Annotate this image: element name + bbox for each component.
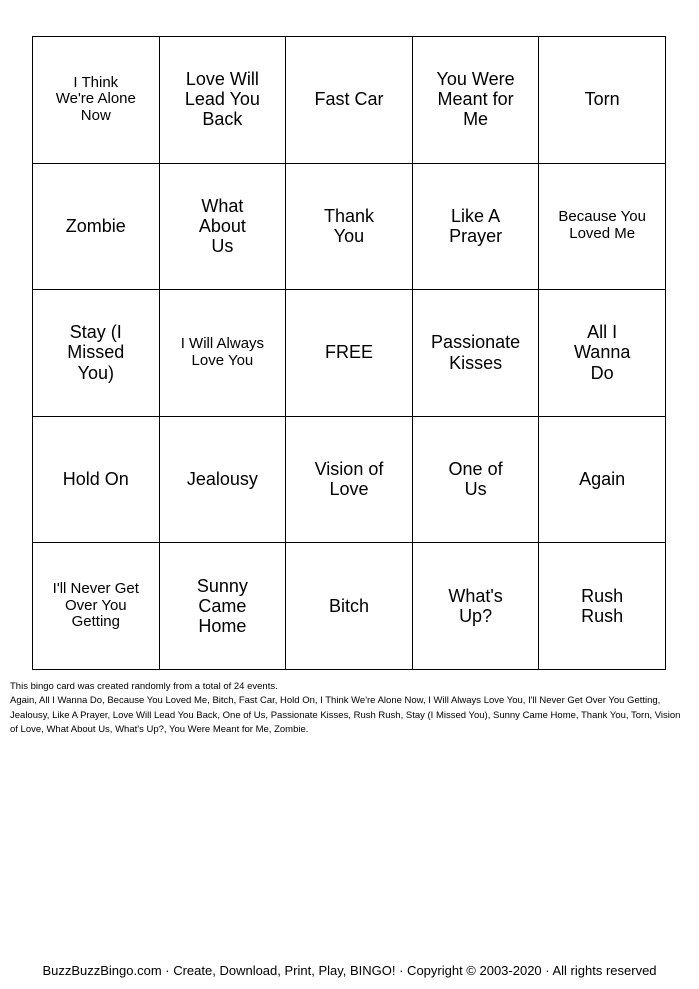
bingo-cell [539, 37, 666, 164]
bingo-cell [412, 416, 539, 543]
bingo-cell [33, 290, 160, 417]
bingo-cell-label: Sunny Came Home [196, 575, 248, 636]
bingo-cell-label: Zombie [65, 215, 126, 236]
bingo-cell [286, 543, 413, 670]
bingo-cell-label: I'll Never Get Over You Getting [52, 579, 139, 631]
bingo-cell-label: Torn [584, 89, 620, 110]
footer-credit: BuzzBuzzBingo.com · Create, Download, Print, Play, BINGO! · Copyright © 2003-2020 · All rights reserved [42, 963, 657, 978]
bingo-row [33, 163, 666, 290]
bingo-cell [286, 290, 413, 417]
bingo-cell [33, 163, 160, 290]
bingo-cell [159, 416, 286, 543]
bingo-cell-label: Thank You [323, 205, 374, 246]
bingo-cell [286, 163, 413, 290]
bingo-cell-label: Jealousy [186, 469, 258, 490]
bingo-row [33, 37, 666, 164]
bingo-cell-label: Stay (I Missed You) [67, 322, 125, 383]
bingo-cell-label: One of Us [448, 459, 503, 500]
bingo-cell-label: What About Us [198, 195, 246, 257]
bingo-cell [159, 543, 286, 670]
events-list: Again, All I Wanna Do, Because You Loved Me, Bitch, Fast Car, Hold On, I Think We're Alone Now, I Will Always Love You, I'll Never Get Over You Getting, Jealousy, Like A Prayer, Love Will Lead You Back, One of Us, Passionate Kisses, Rush Rush, Stay (I Missed You), Sunny Came Home, Thank You, Torn, Vision of Love, What About Us, What's Up?, You Were Meant for Me, Zombie. [10, 695, 681, 735]
bingo-cell-label: Hold On [62, 469, 129, 490]
bingo-cell [539, 290, 666, 417]
bingo-cell-label: What's Up? [448, 585, 503, 626]
bingo-cell-label: I Will Always Love You [180, 335, 265, 369]
bingo-cell [412, 543, 539, 670]
bingo-cell-label: Rush Rush [581, 585, 624, 626]
bingo-cell-label: Again [579, 469, 626, 490]
bingo-cell [286, 37, 413, 164]
bingo-cell [33, 416, 160, 543]
bingo-cell [539, 163, 666, 290]
bingo-cell-label: Love Will Lead You Back [184, 69, 260, 130]
bingo-cell-label: Vision of Love [314, 459, 384, 500]
bingo-cell-label: Passionate Kisses [431, 332, 521, 373]
bingo-cell-label: You Were Meant for Me [436, 69, 515, 130]
bingo-card-grid [32, 36, 666, 670]
bingo-cell [412, 290, 539, 417]
bingo-row [33, 290, 666, 417]
bingo-row [33, 543, 666, 670]
bingo-cell-label: Bitch [328, 595, 369, 616]
bingo-cell [33, 543, 160, 670]
bingo-cell-label: FREE [324, 342, 373, 363]
bingo-cell [159, 163, 286, 290]
bingo-cell [286, 416, 413, 543]
card-info [10, 680, 686, 737]
bingo-cell [412, 163, 539, 290]
bingo-cell-label: I Think We're Alone Now [55, 73, 136, 125]
bingo-cell-label: Because You Loved Me [558, 208, 646, 243]
bingo-cell [412, 37, 539, 164]
bingo-cell-label: All I Wanna Do [573, 322, 631, 383]
bingo-cell [159, 290, 286, 417]
bingo-cell [539, 416, 666, 543]
bingo-cell [159, 37, 286, 164]
bingo-cell-label: Fast Car [314, 89, 384, 110]
bingo-row [33, 416, 666, 543]
card-summary: This bingo card was created randomly from a total of 24 events. [10, 681, 278, 692]
bingo-cell-label: Like A Prayer [449, 205, 503, 246]
bingo-cell [33, 37, 160, 164]
bingo-cell [539, 543, 666, 670]
